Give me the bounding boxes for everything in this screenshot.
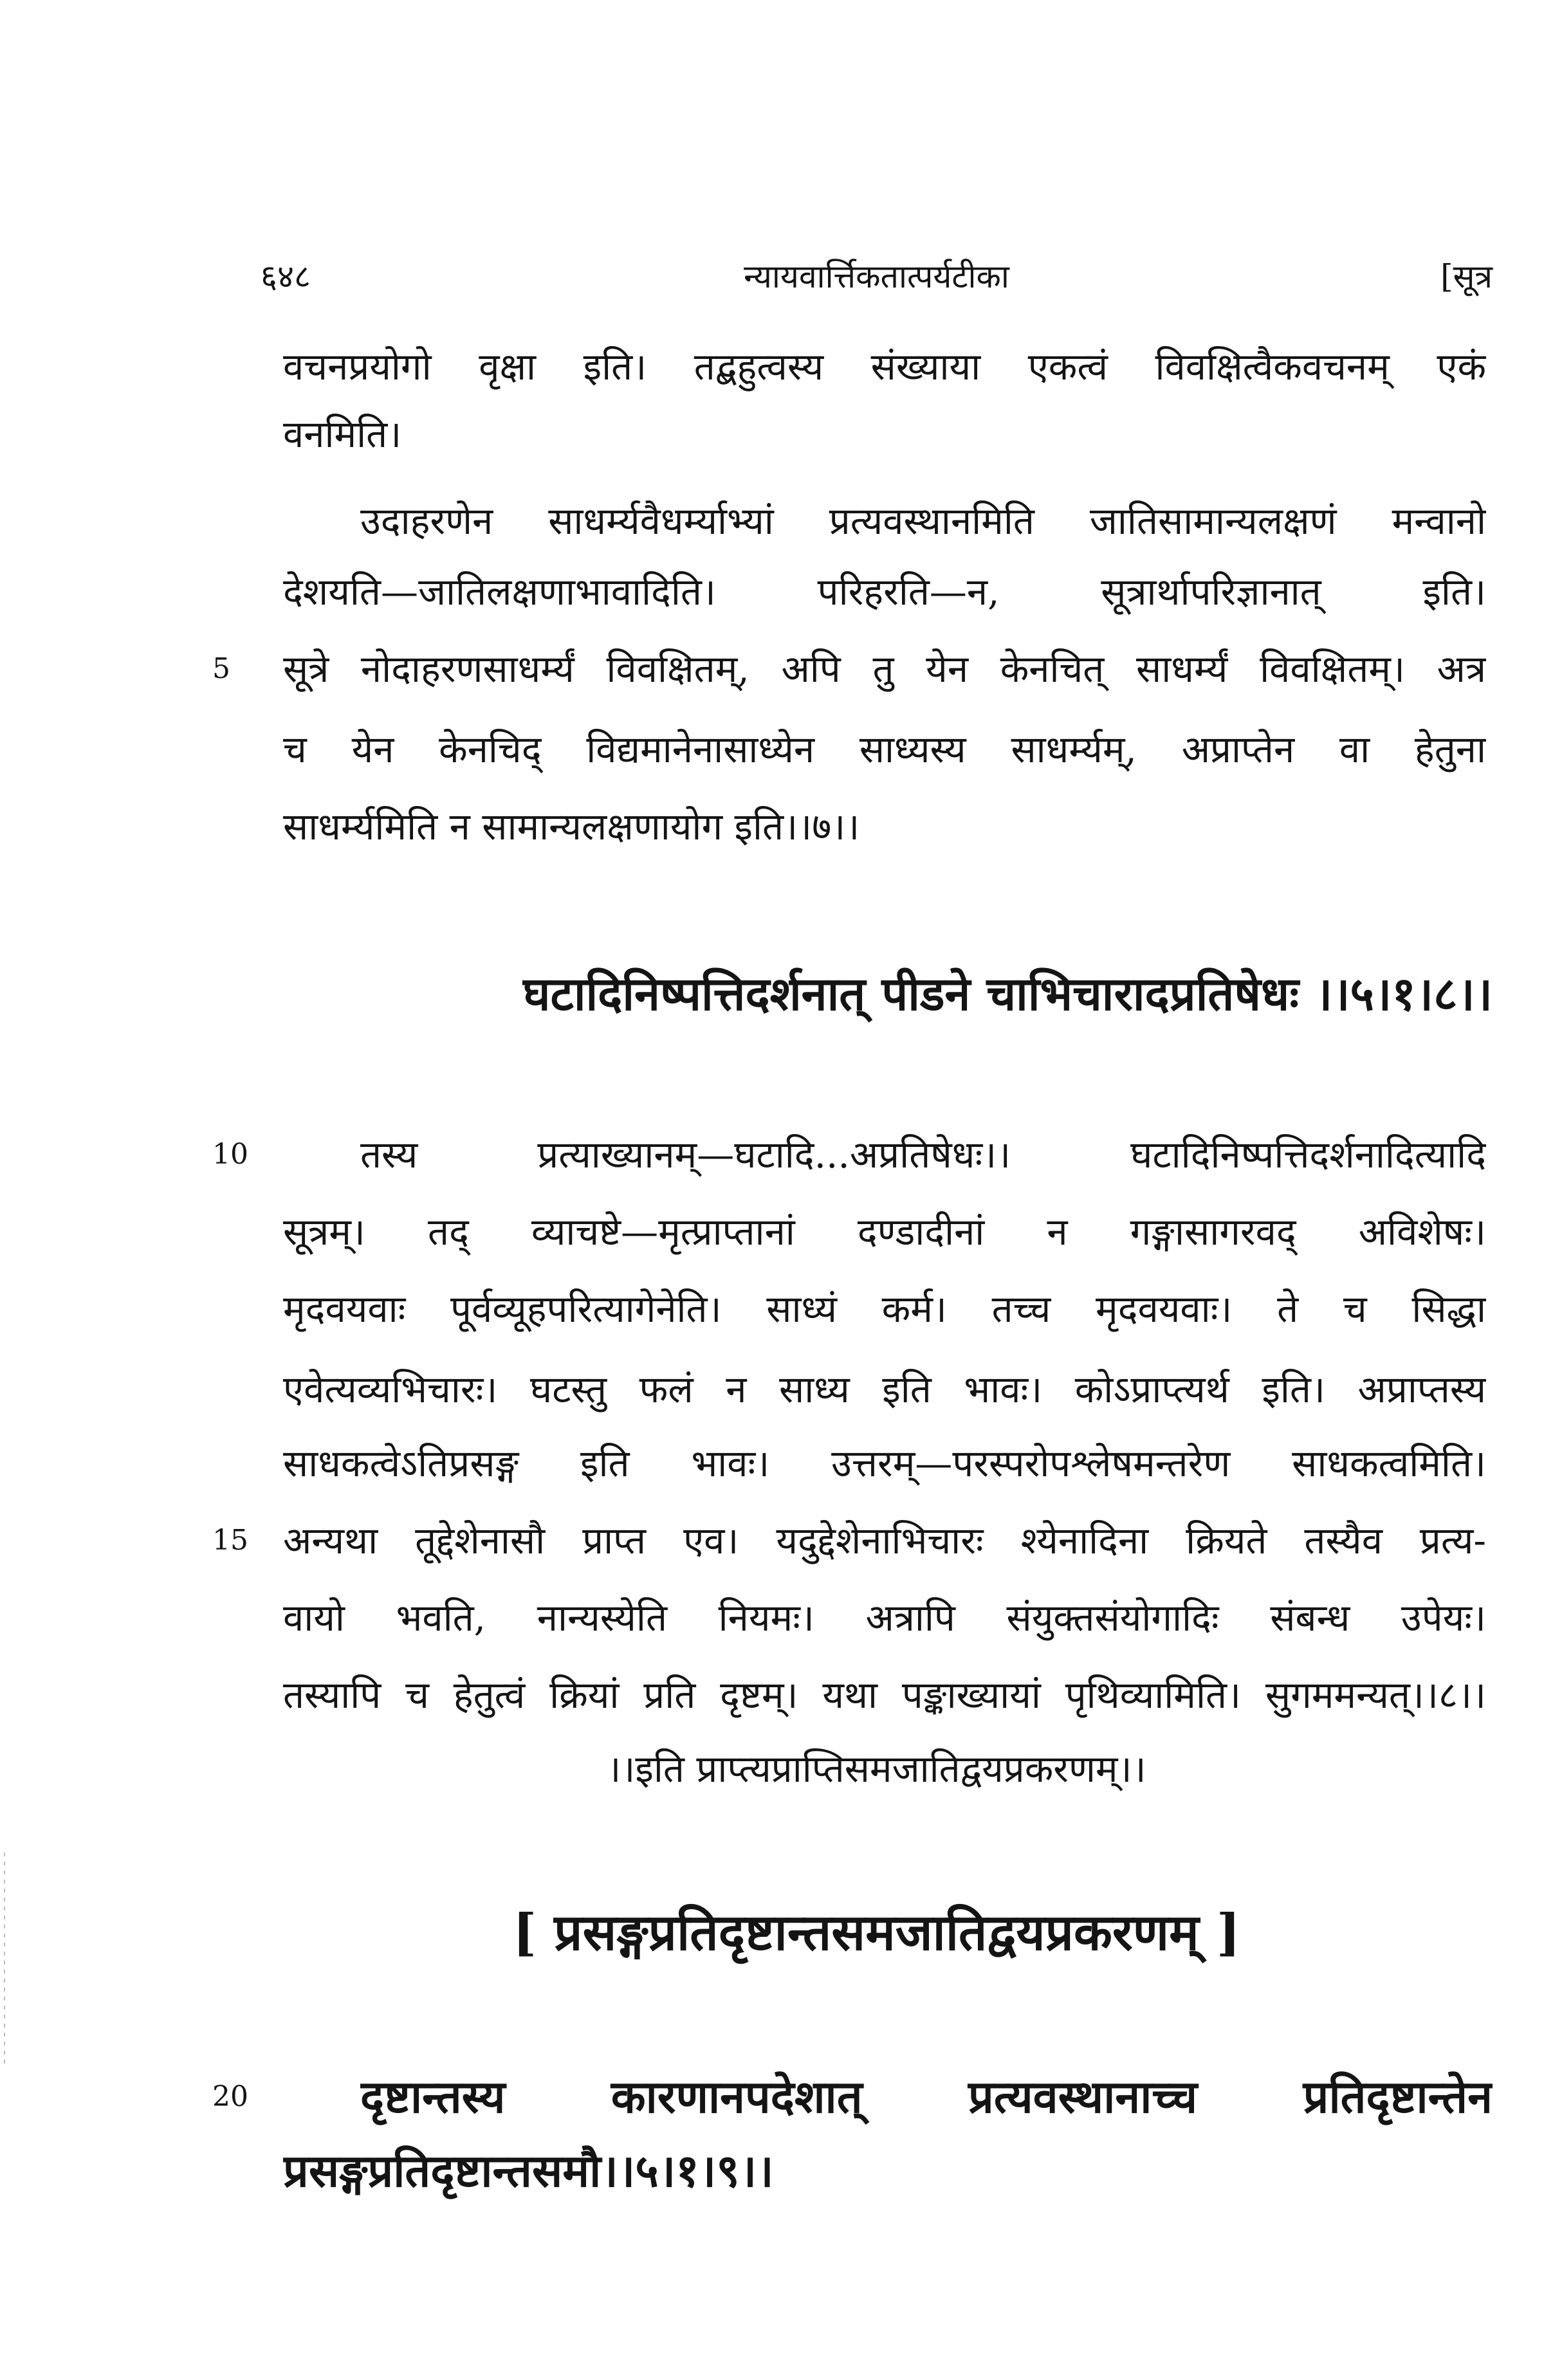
- text-line: वायो भवति, नान्यस्येति नियमः। अत्रापि संयुक्तसंयोगादिः संबन्ध उपेयः।: [283, 1596, 1486, 1640]
- text-line: तस्य प्रत्याख्यानम्—घटादि...अप्रतिषेधः।। घटादिनिष्पत्तिदर्शनादित्यादि: [360, 1133, 1486, 1176]
- colophon-line: ।।इति प्राप्त्यप्राप्तिसमजातिद्वयप्रकरणम्।।: [607, 1747, 1146, 1791]
- section-marker: [सूत्र: [1440, 258, 1493, 295]
- text-line: मृदवयवाः पूर्वव्यूहपरित्यागेनेति। साध्यं कर्म। तच्च मृदवयवाः। ते च सिद्धा: [283, 1287, 1486, 1331]
- page-number: ६४८: [261, 258, 311, 295]
- line-number: 15: [212, 1524, 248, 1557]
- text-line: उदाहरणेन साधर्म्यवैधर्म्याभ्यां प्रत्यवस्थानमिति जातिसामान्यलक्षणं मन्वानो: [360, 499, 1486, 543]
- text-line: सूत्रे नोदाहरणसाधर्म्यं विवक्षितम्, अपि तु येन केनचित् साधर्म्यं विवक्षितम्। अत्र: [283, 647, 1486, 691]
- running-header: [261, 254, 1493, 299]
- sutra-heading: घटादिनिष्पत्तिदर्शनात् पीडने चाभिचारादप्रतिषेधः ।।५।१।८।।: [523, 966, 1493, 1021]
- text-line: वनमिति।: [283, 412, 402, 456]
- scan-margin-artifact: [4, 1853, 5, 2065]
- sutra-line: प्रसङ्गप्रतिदृष्टान्तसमौ।।५।१।९।।: [283, 2144, 774, 2197]
- text-line: वचनप्रयोगो वृक्षा इति। तद्बहुत्वस्य संख्याया एकत्वं विवक्षित्वैकवचनम् एकं: [283, 345, 1486, 389]
- line-number: 10: [212, 1138, 248, 1171]
- sutra-line: दृष्टान्तस्य कारणानपदेशात् प्रत्यवस्थानाच्च प्रतिदृष्टान्तेन: [360, 2070, 1493, 2123]
- text-line: तस्यापि च हेतुत्वं क्रियां प्रति दृष्टम्। यथा पङ्काख्यायां पृथिव्यामिति। सुगममन्यत्।।८।।: [283, 1673, 1486, 1717]
- text-line: सूत्रम्। तद् व्याचष्टे—मृत्प्राप्तानां दण्डादीनां न गङ्गासागरवद् अविशेषः।: [283, 1210, 1486, 1254]
- text-line: च येन केनचिद् विद्यमानेनासाध्येन साध्यस्य साधर्म्यम्, अप्राप्तेन वा हेतुना: [283, 728, 1486, 771]
- text-line: अन्यथा तूद्देशेनासौ प्राप्त एव। यदुद्देशेनाभिचारः श्येनादिना क्रियते तस्यैव प्रत्य-: [283, 1519, 1486, 1562]
- book-title: न्यायवार्त्तिकतात्पर्यटीका: [744, 258, 1009, 295]
- text-line: साधर्म्यमिति न सामान्यलक्षणायोग इति।।७।।: [283, 805, 860, 848]
- text-line: देशयति—जातिलक्षणाभावादिति। परिहरति—न, सूत्रार्थापरिज्ञानात् इति।: [283, 570, 1486, 614]
- text-line: साधकत्वेऽतिप्रसङ्ग इति भावः। उत्तरम्—परस्परोपश्लेषमन्तरेण साधकत्वमिति।: [283, 1442, 1486, 1485]
- section-heading: [ प्रसङ्गप्रतिदृष्टान्तसमजातिद्वयप्रकरणम् ]: [513, 1903, 1240, 1962]
- text-line: एवेत्यव्यभिचारः। घटस्तु फलं न साध्य इति भावः। कोऽप्राप्त्यर्थ इति। अप्राप्तस्य: [283, 1368, 1486, 1411]
- line-number: 20: [212, 2080, 248, 2113]
- line-number: 5: [212, 652, 230, 685]
